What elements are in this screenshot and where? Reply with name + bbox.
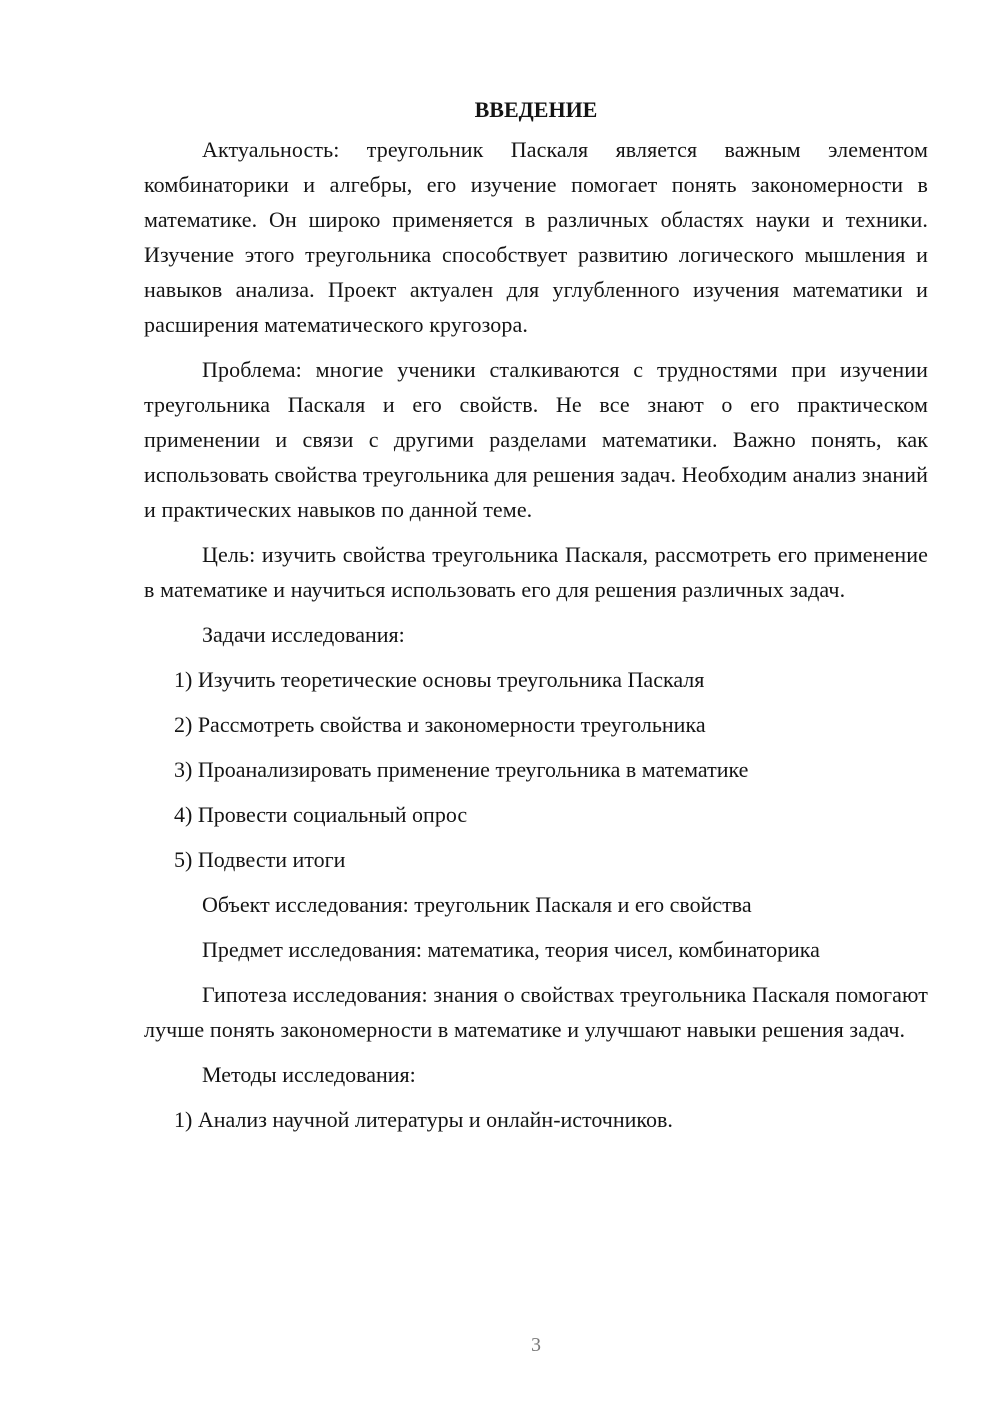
task-item-5: 5) Подвести итоги [174,847,346,872]
method-item-1: 1) Анализ научной литературы и онлайн-источников. [174,1107,673,1132]
page-content [144,92,928,1147]
hypothesis-paragraph: Гипотеза исследования: знания о свойствах треугольника Паскаля помогают лучше понять закономерности в математике и улучшают навыки решения задач. [144,982,928,1042]
goal-paragraph: Цель: изучить свойства треугольника Паскаля, рассмотреть его применение в математике и научиться использовать его для решения различных задач. [144,542,928,602]
task-item-1: 1) Изучить теоретические основы треугольника Паскаля [174,667,705,692]
relevance-paragraph: Актуальность: треугольник Паскаля является важным элементом комбинаторики и алгебры, его изучение помогает понять закономерности в математике. Он широко применяется в различных областях науки и техники. Изучение этого треугольника способствует развитию логического мышления и навыков анализа. Проект актуален для углубленного изучения математики и расширения математического кругозора. [144,137,928,337]
methods-heading: Методы исследования: [202,1062,416,1087]
page-number: 3 [531,1334,541,1356]
research-object: Объект исследования: треугольник Паскаля и его свойства [202,892,752,917]
section-title: ВВЕДЕНИЕ [474,97,598,122]
tasks-heading: Задачи исследования: [202,622,405,647]
task-item-2: 2) Рассмотреть свойства и закономерности треугольника [174,712,706,737]
research-subject: Предмет исследования: математика, теория чисел, комбинаторика [202,937,820,962]
task-item-4: 4) Провести социальный опрос [174,802,468,827]
problem-paragraph: Проблема: многие ученики сталкиваются с трудностями при изучении треугольника Паскаля и его свойств. Не все знают о его практическом применении и связи с другими разделами математики. Важно понять, как использовать свойства треугольника для решения задач. Необходим анализ знаний и практических навыков по данной теме. [144,357,928,522]
task-item-3: 3) Проанализировать применение треугольника в математике [174,757,749,782]
